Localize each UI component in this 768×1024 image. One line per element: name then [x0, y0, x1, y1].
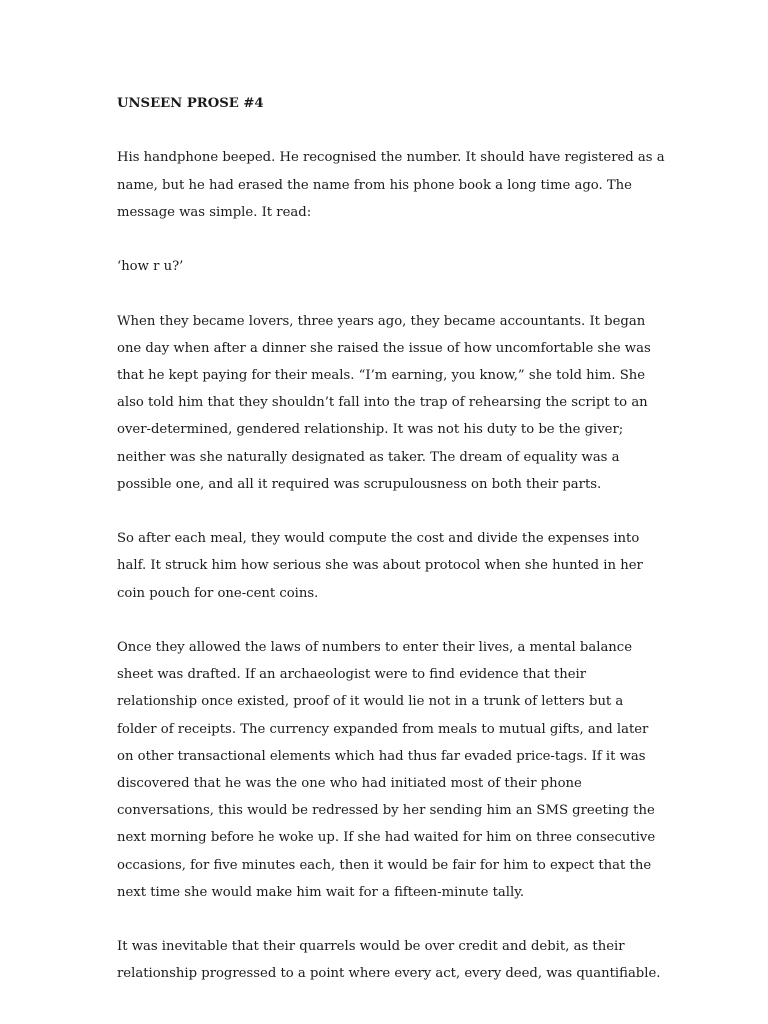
document-title: UNSEEN PROSE #4 [117, 96, 264, 111]
text-line: His handphone beeped. He recognised the number. It should have registered as a [117, 150, 665, 166]
text-line: relationship once existed, proof of it would lie not in a trunk of letters but a [117, 694, 624, 710]
text-line: Once they allowed the laws of numbers to enter their lives, a mental balance [117, 639, 632, 655]
text-line: message was simple. It read: [117, 204, 312, 220]
text-line: that he kept paying for their meals. “I’m earning, you know,” she told him. She [117, 367, 646, 383]
text-line: possible one, and all it required was scrupulousness on both their parts. [117, 476, 602, 492]
text-line: discovered that he was the one who had initiated most of their phone [117, 776, 582, 791]
text-line: coin pouch for one-cent coins. [117, 585, 319, 601]
text-line: next time she would make him wait for a fifteen-minute tally. [117, 884, 525, 900]
paragraph-2 [117, 253, 657, 280]
text-line: one day when after a dinner she raised the issue of how uncomfortable she was [117, 340, 651, 356]
text-line: ‘how r u?’ [117, 259, 184, 275]
text-line: folder of receipts. The currency expanded from meals to mutual gifts, and later [117, 721, 649, 737]
text-line: next morning before he woke up. If she had waited for him on three consecutive [117, 830, 656, 846]
document-body [117, 90, 665, 1015]
paragraph-5 [117, 634, 657, 906]
text-line: over-determined, gendered relationship. It was not his duty to be the giver; [117, 422, 624, 438]
text-line: name, but he had erased the name from his phone book a long time ago. The [117, 177, 632, 193]
text-line: conversations, this would be redressed by her sending him an SMS greeting the [117, 803, 655, 819]
paragraph-3 [117, 308, 657, 498]
text-line: It was inevitable that their quarrels would be over credit and debit, as their [117, 939, 625, 955]
text-line: also told him that they shouldn’t fall into the trap of rehearsing the script to an [117, 395, 648, 411]
text-line: occasions, for five minutes each, then it would be fair for him to expect that the [117, 857, 652, 873]
text-line: sheet was drafted. If an archaeologist were to find evidence that their [117, 667, 587, 683]
text-line: When they became lovers, three years ago, they became accountants. It began [117, 313, 646, 329]
paragraph-4 [117, 525, 657, 607]
paragraph-6 [117, 933, 661, 987]
paragraph-1 [117, 144, 665, 226]
text-line: half. It struck him how serious she was about protocol when she hunted in her [117, 558, 643, 574]
text-line: on other transactional elements which had thus far evaded price-tags. If it was [117, 748, 646, 764]
text-line: neither was she naturally designated as taker. The dream of equality was a [117, 449, 620, 465]
text-line: So after each meal, they would compute the cost and divide the expenses into [117, 531, 640, 547]
text-line: relationship progressed to a point where every act, every deed, was quantifiable. [117, 966, 661, 982]
